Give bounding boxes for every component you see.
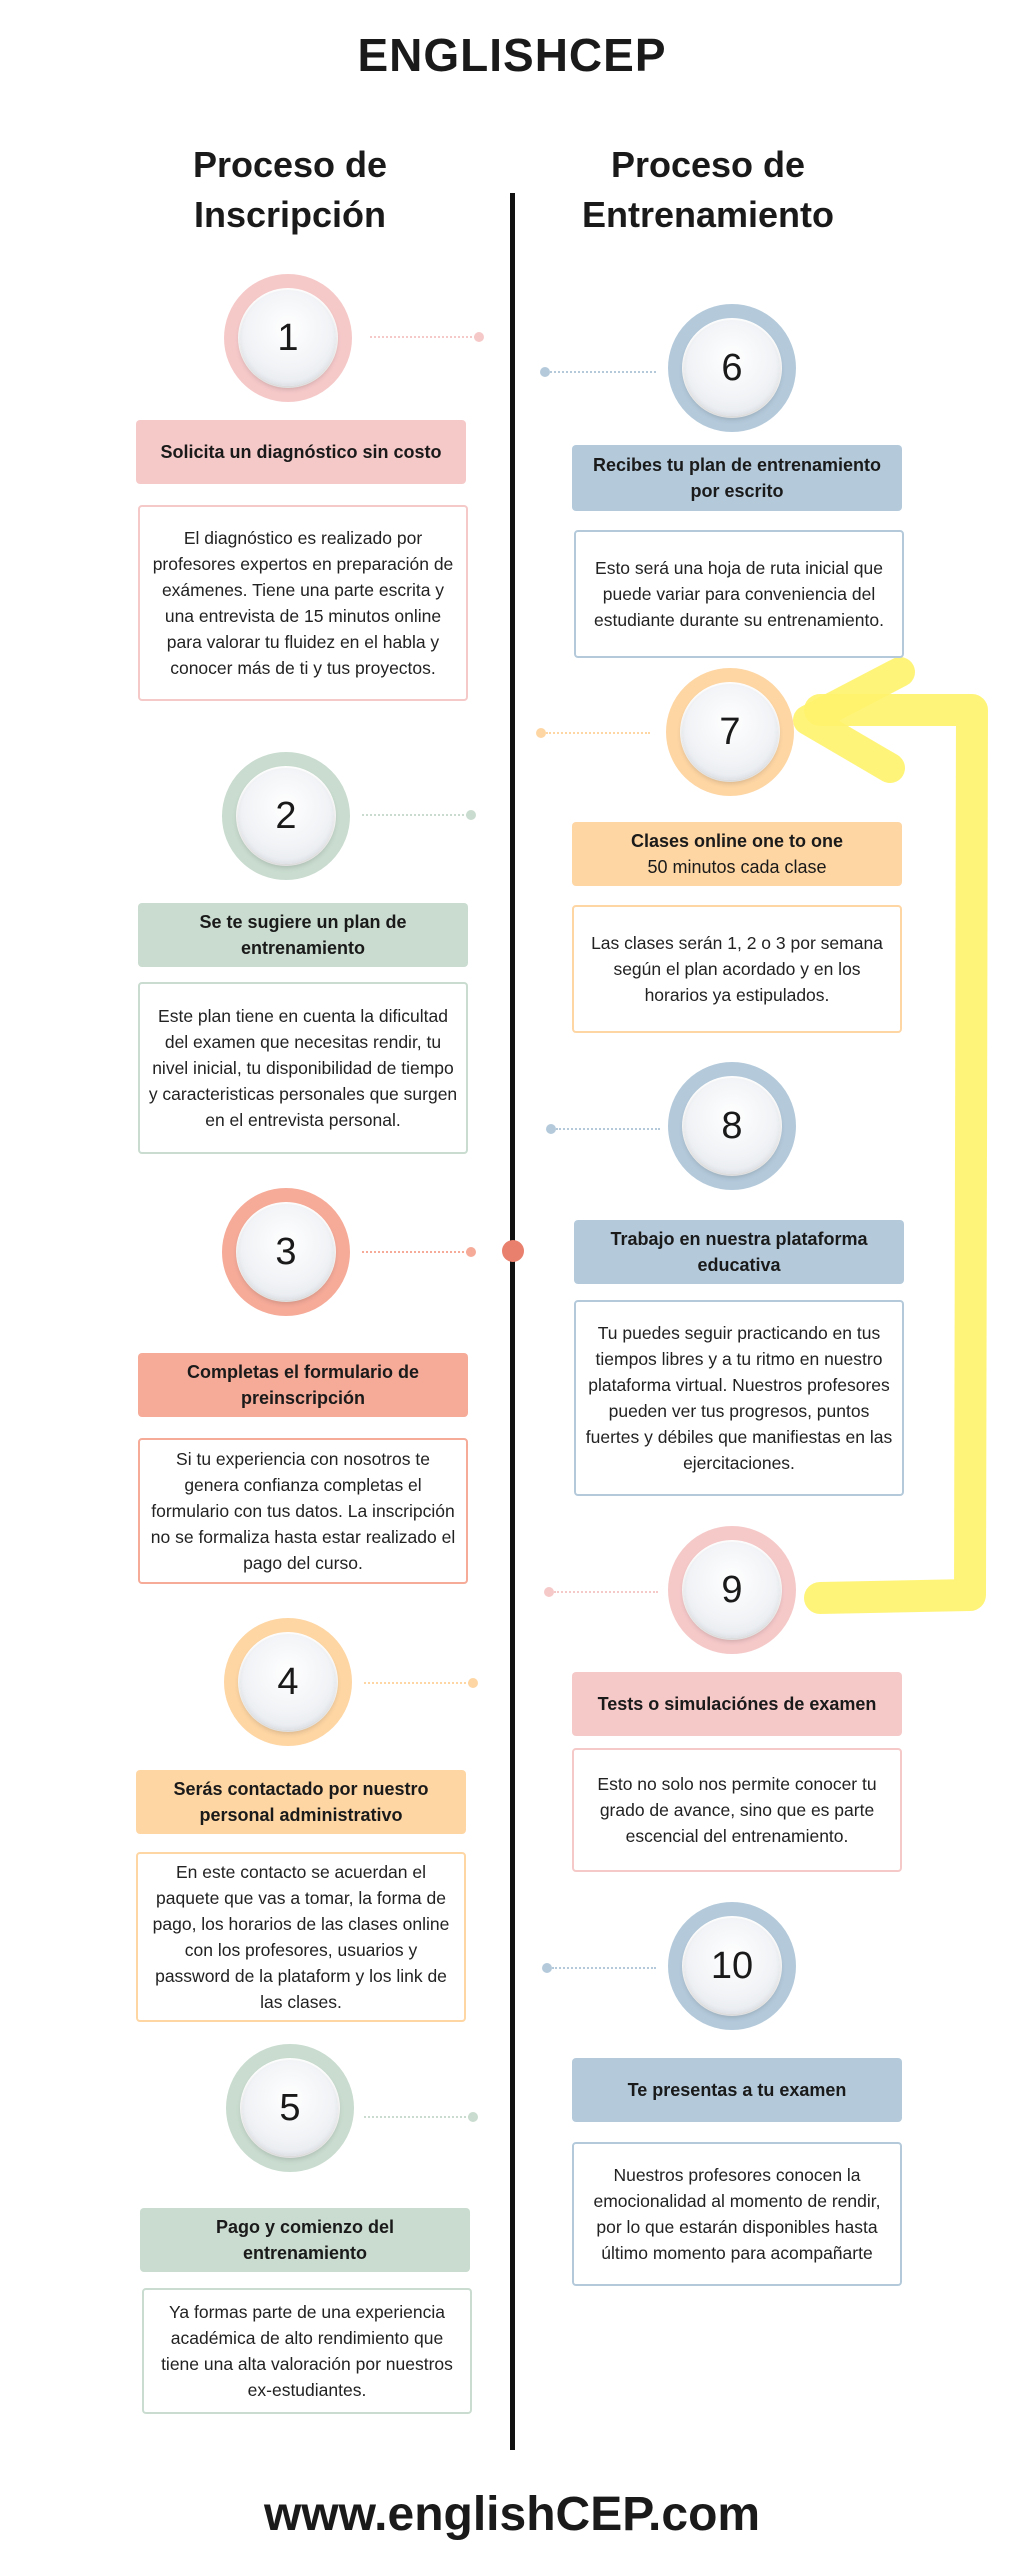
step-5-connector — [364, 2116, 470, 2118]
left-column-title: Proceso de Inscripción — [192, 144, 388, 235]
step-6-label: Recibes tu plan de entrenamiento por escrito — [572, 445, 902, 511]
step-5-circle — [226, 2044, 354, 2172]
step-9-circle — [668, 1526, 796, 1654]
step-7-label: Clases online one to one 50 minutos cada clase — [572, 822, 902, 886]
step-3-connector-end — [466, 1247, 476, 1257]
step-10-number: 10 — [684, 1918, 780, 2014]
step-7-connector-end — [536, 728, 546, 738]
step-10-connector — [552, 1967, 656, 1969]
timeline-dot-8 — [502, 1118, 524, 1140]
timeline-dot-6 — [502, 360, 524, 382]
step-3-connector — [362, 1251, 468, 1253]
step-10-circle — [668, 1902, 796, 2030]
step-3-circle — [222, 1188, 350, 1316]
step-4-description: En este contacto se acuerdan el paquete que vas a tomar, la forma de pago, los horarios de las clases online con los profesores, usuarios y password de la plataform y los link de las clases. — [136, 1852, 466, 2022]
step-5-connector-end — [468, 2112, 478, 2122]
step-5-label: Pago y comienzo del entrenamiento — [140, 2208, 470, 2272]
step-10-label: Te presentas a tu examen — [572, 2058, 902, 2122]
step-1-description: El diagnóstico es realizado por profesores expertos en preparación de exámenes. Tiene una parte escrita y una entrevista de 15 minutos online para valorar tu fluidez en el habla y conocer más de ti y tus proyectos. — [138, 505, 468, 701]
step-3-number: 3 — [238, 1204, 334, 1300]
right-column-title: Proceso de Entrenamiento — [581, 144, 835, 235]
step-8-label: Trabajo en nuestra plataforma educativa — [574, 1220, 904, 1284]
step-1-number: 1 — [240, 290, 336, 386]
step-1-label: Solicita un diagnóstico sin costo — [136, 420, 466, 484]
step-7-connector — [546, 732, 650, 734]
step-7-circle — [666, 668, 794, 796]
step-6-number: 6 — [684, 320, 780, 416]
step-1-connector-end — [474, 332, 484, 342]
step-4-connector-end — [468, 1678, 478, 1688]
step-6-connector-end — [540, 367, 550, 377]
step-1-connector — [370, 336, 476, 338]
step-6-circle — [668, 304, 796, 432]
timeline-dot-3 — [502, 1240, 524, 1262]
step-8-number: 8 — [684, 1078, 780, 1174]
timeline-dot-1 — [502, 327, 524, 349]
timeline-dot-9 — [502, 1580, 524, 1602]
step-8-circle — [668, 1062, 796, 1190]
step-4-label: Serás contactado por nuestro personal administrativo — [136, 1770, 466, 1834]
step-8-description: Tu puedes seguir practicando en tus tiempos libres y a tu ritmo en nuestro plataforma virtual. Nuestros profesores pueden ver tus progresos, puntos fuertes y débiles que manifiestas en las ejercitaciones. — [574, 1300, 904, 1496]
timeline-dot-4 — [502, 1672, 524, 1694]
step-5-number: 5 — [242, 2060, 338, 2156]
timeline-dot-2 — [502, 804, 524, 826]
page-title: ENGLISHCEP — [357, 29, 667, 81]
step-9-label: Tests o simulaciónes de examen — [572, 1672, 902, 1736]
step-10-connector-end — [542, 1963, 552, 1973]
step-9-description: Esto no solo nos permite conocer tu grado de avance, sino que es parte escencial del entrenamiento. — [572, 1748, 902, 1872]
step-2-label: Se te sugiere un plan de entrenamiento — [138, 903, 468, 967]
step-2-circle — [222, 752, 350, 880]
step-3-description: Si tu experiencia con nosotros te genera confianza completas el formulario con tus datos. La inscripción no se formaliza hasta estar realizado el pago del curso. — [138, 1438, 468, 1584]
timeline-dot-7 — [502, 722, 524, 744]
step-9-connector-end — [544, 1587, 554, 1597]
step-8-connector — [556, 1128, 660, 1130]
timeline-dot-10 — [502, 1956, 524, 1978]
step-2-description: Este plan tiene en cuenta la dificultad del examen que necesitas rendir, tu nivel inicial, tu disponibilidad de tiempo y caracteristicas personales que surgen en el entrevista personal. — [138, 982, 468, 1154]
step-2-number: 2 — [238, 768, 334, 864]
step-5-description: Ya formas parte de una experiencia académica de alto rendimiento que tiene una alta valoración por nuestros ex-estudiantes. — [142, 2288, 472, 2414]
step-7-number: 7 — [682, 684, 778, 780]
step-4-number: 4 — [240, 1634, 336, 1730]
step-6-connector — [550, 371, 656, 373]
step-4-circle — [224, 1618, 352, 1746]
step-9-number: 9 — [684, 1542, 780, 1638]
step-6-description: Esto será una hoja de ruta inicial que puede variar para conveniencia del estudiante durante su entrenamiento. — [574, 530, 904, 658]
footer-website: www.englishCEP.com — [263, 2488, 761, 2541]
step-8-connector-end — [546, 1124, 556, 1134]
step-3-label: Completas el formulario de preinscripción — [138, 1353, 468, 1417]
step-7-description: Las clases serán 1, 2 o 3 por semana según el plan acordado y en los horarios ya estipulados. — [572, 905, 902, 1033]
step-10-description: Nuestros profesores conocen la emocionalidad al momento de rendir, por lo que estarán disponibles hasta último momento para acompañarte — [572, 2142, 902, 2286]
step-4-connector — [364, 1682, 470, 1684]
step-2-connector — [362, 814, 468, 816]
step-2-connector-end — [466, 810, 476, 820]
step-9-connector — [554, 1591, 658, 1593]
step-1-circle — [224, 274, 352, 402]
timeline-dot-5 — [502, 2106, 524, 2128]
